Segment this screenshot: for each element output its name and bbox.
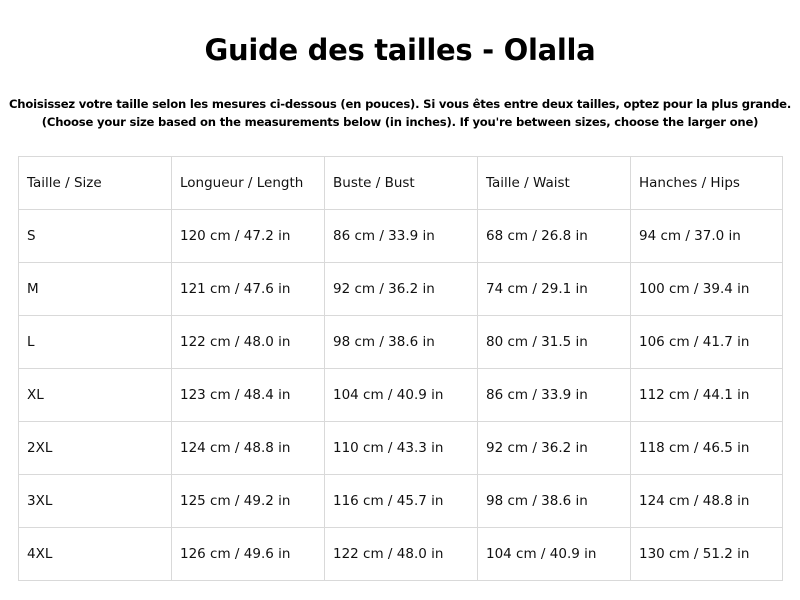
cell-hips: 118 cm / 46.5 in <box>631 422 783 475</box>
cell-length: 124 cm / 48.8 in <box>172 422 325 475</box>
cell-length: 126 cm / 49.6 in <box>172 528 325 581</box>
cell-size: 4XL <box>19 528 172 581</box>
page-title: Guide des tailles - Olalla <box>204 33 596 67</box>
cell-hips: 130 cm / 51.2 in <box>631 528 783 581</box>
header-size: Taille / Size <box>19 157 172 210</box>
cell-size: M <box>19 263 172 316</box>
header-waist: Taille / Waist <box>478 157 631 210</box>
header-bust: Buste / Bust <box>325 157 478 210</box>
cell-waist: 80 cm / 31.5 in <box>478 316 631 369</box>
cell-waist: 74 cm / 29.1 in <box>478 263 631 316</box>
table-row <box>19 369 783 422</box>
cell-bust: 92 cm / 36.2 in <box>325 263 478 316</box>
header-hips: Hanches / Hips <box>631 157 783 210</box>
instructions <box>0 95 800 131</box>
table-row <box>19 475 783 528</box>
table-row <box>19 316 783 369</box>
cell-size: 3XL <box>19 475 172 528</box>
header-length: Longueur / Length <box>172 157 325 210</box>
cell-size: 2XL <box>19 422 172 475</box>
table-row <box>19 210 783 263</box>
cell-bust: 122 cm / 48.0 in <box>325 528 478 581</box>
instructions-english: (Choose your size based on the measurements below (in inches). If you're between sizes, choose the larger one) <box>41 115 759 129</box>
cell-length: 120 cm / 47.2 in <box>172 210 325 263</box>
cell-hips: 106 cm / 41.7 in <box>631 316 783 369</box>
cell-length: 121 cm / 47.6 in <box>172 263 325 316</box>
cell-waist: 104 cm / 40.9 in <box>478 528 631 581</box>
table-header-row <box>19 157 783 210</box>
cell-bust: 98 cm / 38.6 in <box>325 316 478 369</box>
table-row <box>19 422 783 475</box>
cell-size: XL <box>19 369 172 422</box>
size-chart-table <box>18 156 783 581</box>
table-row <box>19 528 783 581</box>
cell-length: 125 cm / 49.2 in <box>172 475 325 528</box>
cell-hips: 94 cm / 37.0 in <box>631 210 783 263</box>
cell-hips: 100 cm / 39.4 in <box>631 263 783 316</box>
cell-size: S <box>19 210 172 263</box>
instructions-french: Choisissez votre taille selon les mesures ci-dessous (en pouces). Si vous êtes entre deux tailles, optez pour la plus grande. <box>8 97 792 111</box>
cell-waist: 86 cm / 33.9 in <box>478 369 631 422</box>
cell-waist: 68 cm / 26.8 in <box>478 210 631 263</box>
cell-length: 122 cm / 48.0 in <box>172 316 325 369</box>
cell-hips: 124 cm / 48.8 in <box>631 475 783 528</box>
cell-bust: 116 cm / 45.7 in <box>325 475 478 528</box>
cell-size: L <box>19 316 172 369</box>
cell-bust: 110 cm / 43.3 in <box>325 422 478 475</box>
cell-waist: 98 cm / 38.6 in <box>478 475 631 528</box>
cell-bust: 86 cm / 33.9 in <box>325 210 478 263</box>
cell-bust: 104 cm / 40.9 in <box>325 369 478 422</box>
cell-hips: 112 cm / 44.1 in <box>631 369 783 422</box>
table-row <box>19 263 783 316</box>
cell-waist: 92 cm / 36.2 in <box>478 422 631 475</box>
cell-length: 123 cm / 48.4 in <box>172 369 325 422</box>
